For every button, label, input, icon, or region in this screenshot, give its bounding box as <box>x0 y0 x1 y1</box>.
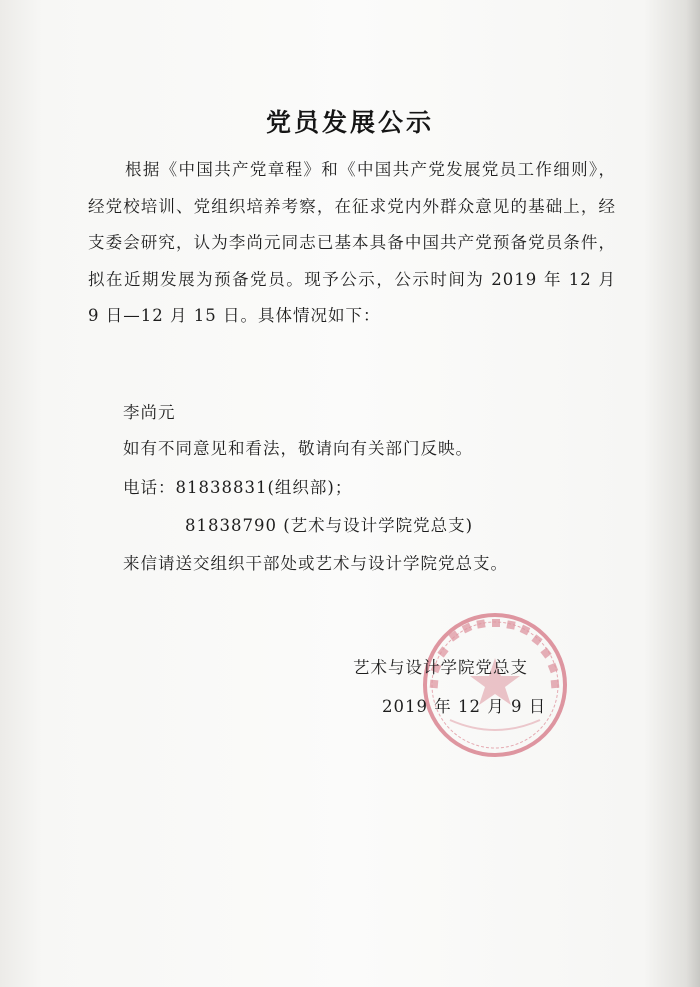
page-title: 党员发展公示 <box>265 108 434 137</box>
candidate-name: 李尚元 <box>123 403 176 422</box>
paper-edge-shadow <box>686 0 700 987</box>
signature-organization: 艺术与设计学院党总支 <box>353 658 528 677</box>
feedback-note: 如有不同意见和看法，敬请向有关部门反映。 <box>123 439 473 458</box>
main-paragraph: 根据《中国共产党章程》和《中国共产党发展党员工作细则》，经党校培训、党组织培养考察，在征求党内外群众意见的基础上，经支委会研究，认为李尚元同志已基本具备中国共产党预备党员条件，拟在近期发展为预备党员。现予公示，公示时间为 2019 年 12 月 9 日—12 月 15 日。具体情况如下： <box>88 160 616 326</box>
mail-note: 来信请送交组织干部处或艺术与设计学院党总支。 <box>123 554 508 573</box>
signature-date: 2019 年 12 月 9 日 <box>382 697 547 716</box>
phone-line-organization: 电话：81838831(组织部)； <box>123 478 353 497</box>
phone-line-college: 81838790 (艺术与设计学院党总支) <box>185 516 474 535</box>
red-official-seal-icon <box>420 610 570 760</box>
